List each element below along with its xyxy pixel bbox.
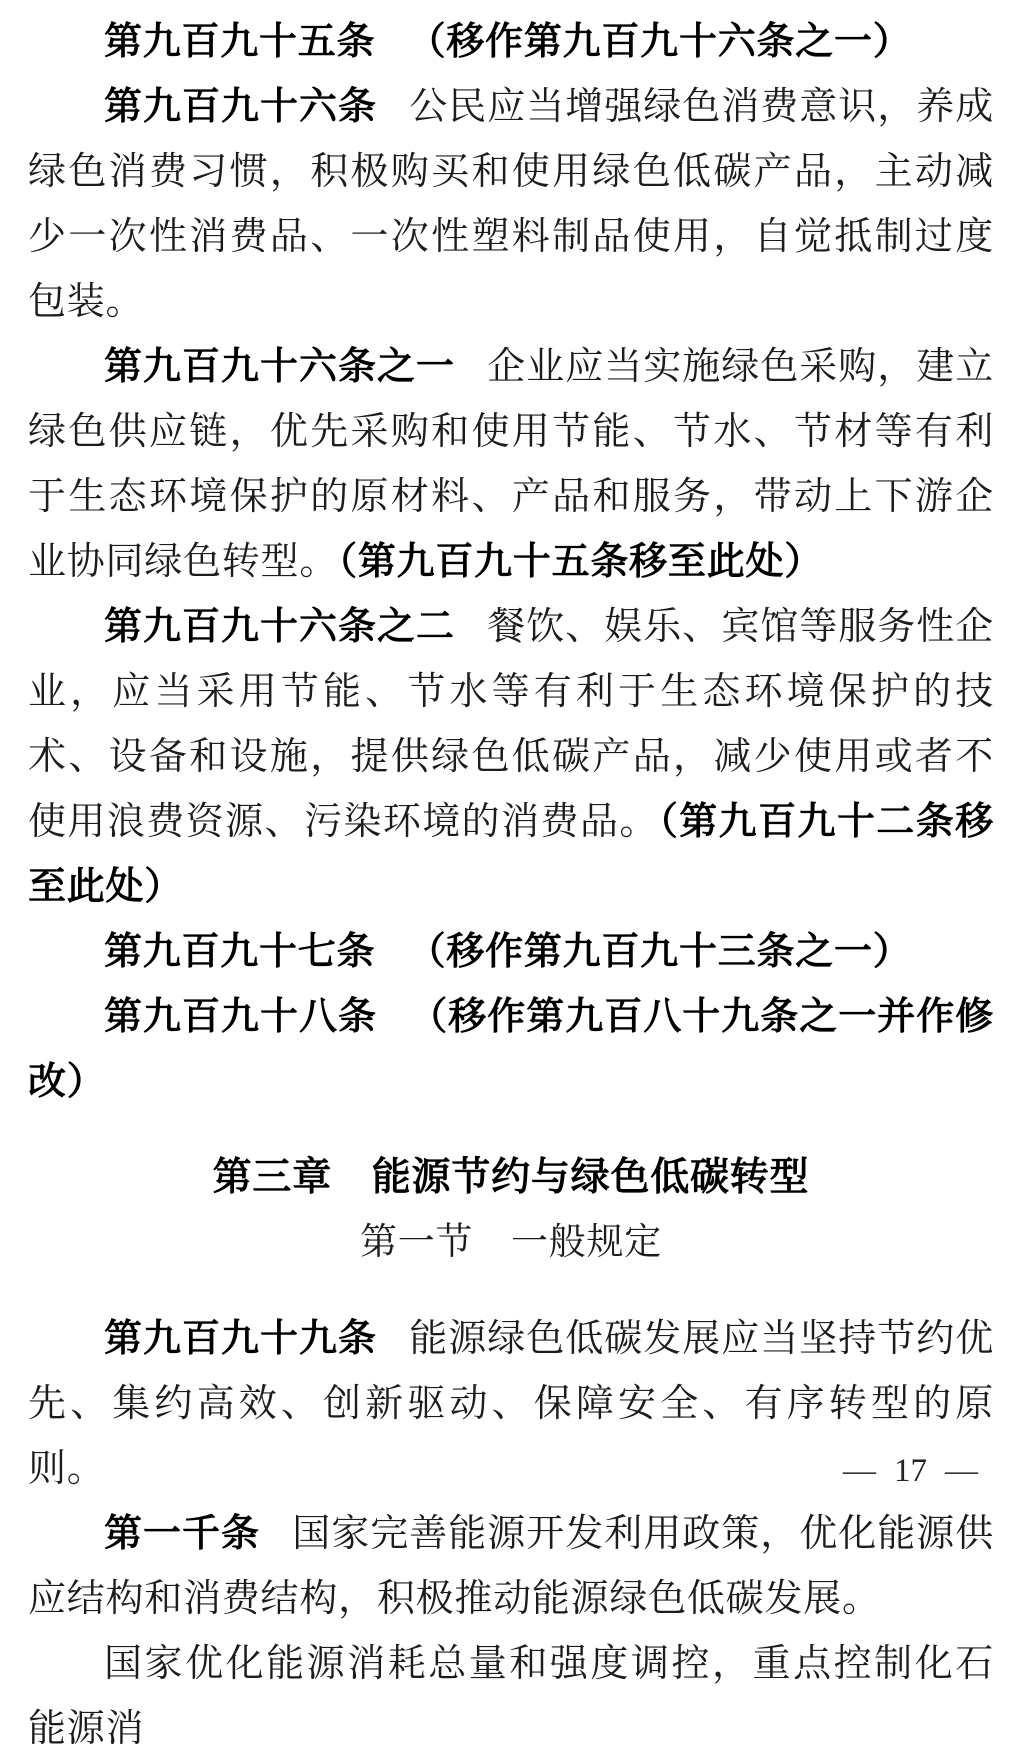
article-text: 公民应当增强绿色消费意识，养成绿色消费习惯，积极购买和使用绿色低碳产品，主动减少一次性消费品、一次性塑料制品使用，自觉抵制过度包装。	[28, 86, 994, 323]
article-number: 第九百九十九条	[104, 1318, 377, 1360]
relocation-note: （第九百九十五条移至此处）	[338, 541, 823, 583]
page-number	[843, 1451, 978, 1491]
relocation-note: （第九百九十二条移至此处）	[28, 801, 994, 908]
article-997	[28, 920, 994, 985]
article-text: 企业应当实施绿色采购，建立绿色供应链，优先采购和使用节能、节水、节材等有利于生态环境保护的原材料、产品和服务，带动上下游企业协同绿色转型。	[28, 346, 995, 583]
article-number: 第九百九十六条之一	[104, 346, 455, 388]
relocation-note: （移作第九百八十九条之一并作修改）	[28, 996, 994, 1103]
article-text: 国家完善能源开发利用政策，优化能源供应结构和消费结构，积极推动能源绿色低碳发展。	[28, 1513, 995, 1620]
relocation-note: （移作第九百九十三条之一）	[407, 931, 912, 973]
relocation-note: （移作第九百九十六条之一）	[407, 21, 912, 63]
article-text: 能源绿色低碳发展应当坚持节约优先、集约高效、创新驱动、保障安全、有序转型的原则。	[28, 1318, 994, 1490]
article-number: 第九百九十六条之二	[104, 606, 455, 648]
footer-dash-right: —	[945, 1453, 978, 1489]
article-1000	[28, 1502, 994, 1632]
chapter-heading: 第三章 能源节约与绿色低碳转型	[212, 1156, 810, 1199]
article-text: 国家优化能源消耗总量和强度调控，重点控制化石能源消	[28, 1643, 994, 1750]
footer-page-number: 17	[894, 1453, 927, 1489]
article-996-2	[28, 595, 994, 920]
article-text: 餐饮、娱乐、宾馆等服务性企业，应当采用节能、节水等有利于生态环境保护的技术、设备和设施，提供绿色低碳产品，减少使用或者不使用浪费资源、污染环境的消费品。	[28, 606, 995, 843]
article-998	[28, 985, 994, 1115]
article-number: 第九百九十六条	[104, 86, 377, 128]
article-number: 第一千条	[104, 1513, 260, 1555]
article-996-1	[28, 335, 994, 595]
section-heading: 第一节 一般规定	[360, 1222, 662, 1263]
article-number: 第九百九十五条	[104, 21, 376, 63]
article-996	[28, 75, 994, 335]
article-995	[28, 10, 994, 75]
article-number: 第九百九十八条	[104, 996, 377, 1038]
footer-dash-left: —	[843, 1453, 876, 1489]
article-1000-paragraph-2	[28, 1632, 994, 1762]
article-number: 第九百九十七条	[104, 931, 376, 973]
